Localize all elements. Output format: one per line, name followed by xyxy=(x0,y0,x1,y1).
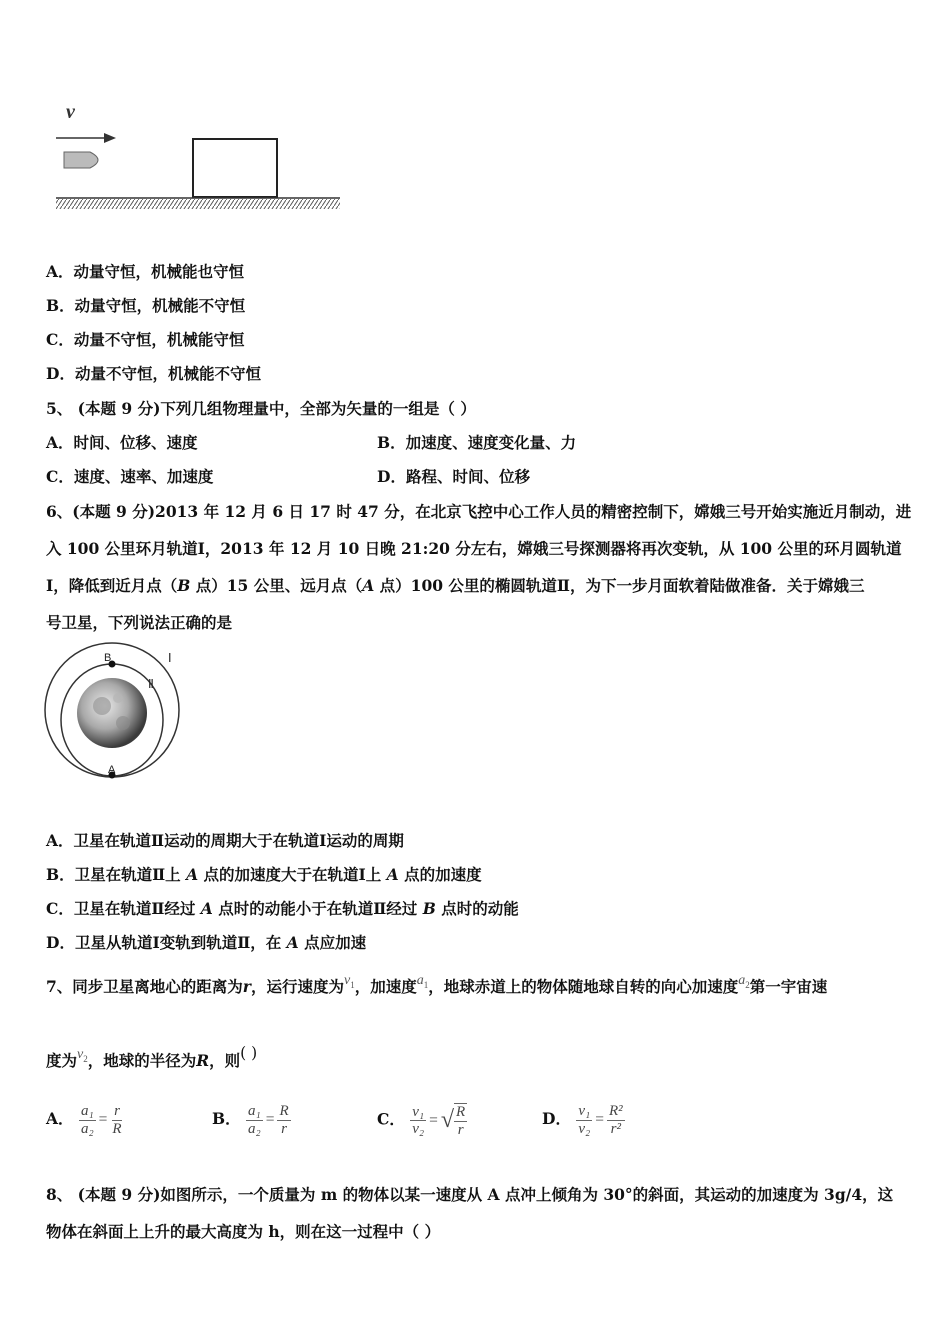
q6-line-1: 6、(本题 9 分)2013 年 12 月 6 日 17 时 47 分，在北京飞控中心工作人员的精密控制下，嫦娥三号开始实施近月制动，进 xyxy=(46,502,912,521)
q8-line-2: 物体在斜面上上升的最大高度为 h，则在这一过程中（ ） xyxy=(46,1222,441,1241)
label-orbit-i: Ⅰ xyxy=(168,651,172,665)
bullet xyxy=(64,152,98,168)
q6-option-a: A．卫星在轨道Ⅱ运动的周期大于在轨道Ⅰ运动的周期 xyxy=(46,831,404,850)
q5-option-c: C．速度、速率、加速度 xyxy=(46,467,214,486)
q6-option-d: D．卫星从轨道Ⅰ变轨到轨道Ⅱ，在 A 点应加速 xyxy=(46,933,367,952)
q7-option-d: D． $\frac{\text{v₁}}{\text{v₂}}$ = $\frac{\text{R²}}{\text{r²}}$ xyxy=(542,1103,623,1137)
q7-line-2: 度为$v_2$，地球的半径为R，则( ) xyxy=(46,1044,258,1070)
q7-line-1: 7、同步卫星离地心的距离为r，运行速度为$v_1$，加速度$a_1$，地球赤道上的物体随地球自转的向心加速度$a_2$第一宇宙速 xyxy=(46,973,828,996)
q4-option-a: A．动量守恒，机械能也守恒 xyxy=(46,262,245,281)
q5-option-b: B．加速度、速度变化量、力 xyxy=(377,433,577,452)
velocity-label: v xyxy=(66,101,75,123)
q5-stem: 5、 (本题 9 分)下列几组物理量中，全部为矢量的一组是（ ） xyxy=(46,399,476,418)
q6-option-c: C．卫星在轨道Ⅱ经过 A 点时的动能小于在轨道Ⅱ经过 B 点时的动能 xyxy=(46,899,519,918)
q7-option-c: C． $\frac{\text{v₁}}{\text{v₂}}$ = √ $\frac{R}{r}$ xyxy=(377,1103,466,1138)
bullet-block-figure xyxy=(50,98,350,218)
ground-hatching xyxy=(56,199,340,209)
q5-option-d: D．路程、时间、位移 xyxy=(377,467,530,486)
q4-option-c: C．动量不守恒，机械能守恒 xyxy=(46,330,245,349)
block xyxy=(193,139,277,197)
q7-option-b: B． $\frac{\text{a₁}}{\text{a₂}}$ = $\frac{R}{r}$ xyxy=(212,1103,289,1137)
moon-crater xyxy=(113,693,123,703)
q6-line-3: Ⅰ，降低到近月点（B 点）15 公里、远月点（A 点）100 公里的椭圆轨道Ⅱ，为下一步月面软着陆做准备．关于嫦娥三 xyxy=(46,576,865,595)
label-b: B xyxy=(104,652,112,664)
moon xyxy=(77,678,147,748)
q8-line-1: 8、 (本题 9 分)如图所示，一个质量为 m 的物体以某一速度从 A 点冲上倾角为 30°的斜面，其运动的加速度为 3g/4，这 xyxy=(46,1185,894,1204)
q6-line-4: 号卫星，下列说法正确的是 xyxy=(46,613,233,632)
moon-crater xyxy=(116,716,130,730)
arrowhead-icon xyxy=(104,133,116,143)
moon-crater xyxy=(93,697,111,715)
label-orbit-ii: Ⅱ xyxy=(148,677,154,691)
q4-option-d: D．动量不守恒，机械能不守恒 xyxy=(46,364,261,383)
label-a: A xyxy=(108,764,116,776)
moon-orbit-figure xyxy=(40,640,200,785)
q7-option-a: A． $\frac{\text{a₁}}{\text{a₂}}$ = $\frac{r}{R}$ xyxy=(46,1103,122,1137)
q4-option-b: B．动量守恒，机械能不守恒 xyxy=(46,296,246,315)
q6-option-b: B．卫星在轨道Ⅱ上 A 点的加速度大于在轨道Ⅰ上 A 点的加速度 xyxy=(46,865,482,884)
q5-option-a: A．时间、位移、速度 xyxy=(46,433,198,452)
q6-line-2: 入 100 公里环月轨道Ⅰ，2013 年 12 月 10 日晚 21:20 分左右，嫦娥三号探测器将再次变轨，从 100 公里的环月圆轨道 xyxy=(46,539,902,558)
